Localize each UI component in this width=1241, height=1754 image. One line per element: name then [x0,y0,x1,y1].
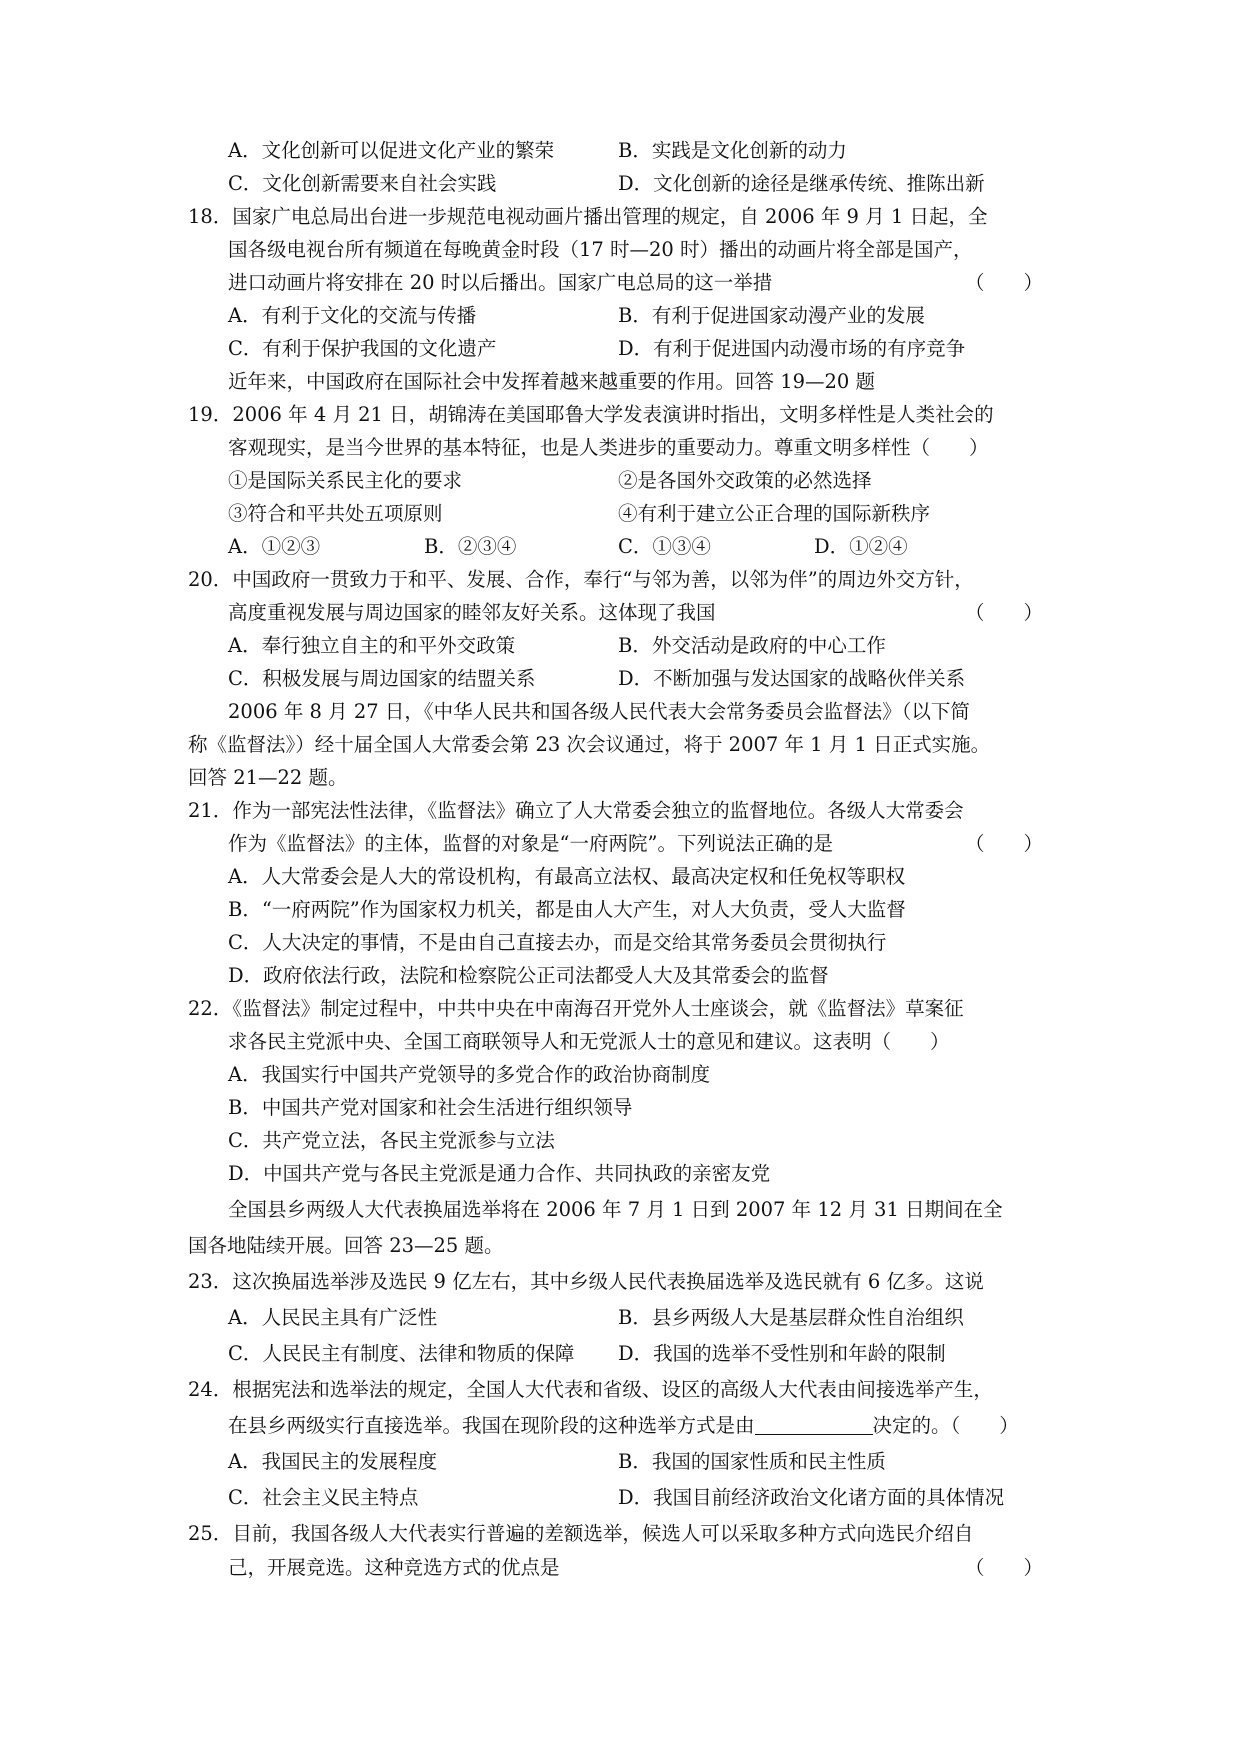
intro-23-25-line-2 [0,1230,1241,1262]
q17-option-b: B．实践是文化创新的动力 [618,139,847,162]
q18-stem-1: 18．国家广电总局出台进一步规范电视动画片播出管理的规定，自 2006 年 9 月 1 日起，全 [188,205,988,228]
q23-option-d: D．我国的选举不受性别和年龄的限制 [618,1342,946,1365]
q25-stem-1: 25．目前，我国各级人大代表实行普遍的差额选举，候选人可以采取多种方式向选民介绍自 [188,1522,974,1545]
q21-option-c: C．人大决定的事情，不是由自己直接去办，而是交给其常务委员会贯彻执行 [228,931,887,954]
q22-option-b: B．中国共产党对国家和社会生活进行组织领导 [228,1096,633,1119]
q20-stem-line-1 [0,564,1241,596]
q21-stem-line-1 [0,795,1241,827]
q19-option-d: D．①②④ [814,535,908,558]
q23-option-row-2 [0,1338,1241,1370]
q17-option-d: D．文化创新的途径是继承传统、推陈出新 [618,172,985,195]
q25-stem-line-1 [0,1518,1241,1550]
q18-option-b: B．有利于促进国家动漫产业的发展 [618,304,925,327]
q22-option-d-line [0,1158,1241,1190]
q24-stem-line-2 [0,1410,1241,1442]
q19-stem-1: 19．2006 年 4 月 21 日，胡锦涛在美国耶鲁大学发表演讲时指出，文明多样性是人类社会的 [188,403,994,426]
intro-23-25-line-1 [0,1194,1241,1226]
q25-answer-paren: （ ） [965,1556,1044,1579]
intro-21-22-3: 回答 21—22 题。 [188,766,348,789]
q18-stem-3: 进口动画片将安排在 20 时以后播出。国家广电总局的这一举措 [228,271,773,294]
q22-stem-line-2 [0,1026,1241,1058]
q21-option-a: A．人大常委会是人大的常设机构，有最高立法权、最高决定权和任免权等职权 [228,865,906,888]
intro-21-22-line-3 [0,762,1241,794]
q22-option-c: C．共产党立法，各民主党派参与立法 [228,1129,555,1152]
q24-stem-2 [228,1410,1019,1442]
q19-option-c: C．①③④ [618,535,711,558]
q20-option-row-2 [0,663,1241,695]
q18-stem-line-3 [0,267,1241,299]
q25-stem-line-2 [0,1552,1241,1584]
q21-answer-paren: （ ） [965,832,1044,855]
q20-option-a: A．奉行独立自主的和平外交政策 [228,634,516,657]
intro-21-22-line-1 [0,696,1241,728]
q17-option-row-2 [0,168,1241,200]
q18-stem-line-1 [0,201,1241,233]
q18-stem-line-2 [0,234,1241,266]
q20-stem-line-2 [0,597,1241,629]
q21-option-b-line [0,894,1241,926]
q23-option-a: A．人民民主具有广泛性 [228,1306,438,1329]
q19-stem-line-2 [0,432,1241,464]
q19-option-row [0,531,1241,563]
q20-answer-paren: （ ） [965,601,1044,624]
q18-stem-2: 国各级电视台所有频道在每晚黄金时段（17 时—20 时）播出的动画片将全部是国产， [228,238,973,261]
q22-option-c-line [0,1125,1241,1157]
q19-stem-line-1 [0,399,1241,431]
q24-option-c: C．社会主义民主特点 [228,1486,419,1509]
q18-option-d: D．有利于促进国内动漫市场的有序竞争 [618,337,966,360]
intro-21-22-2: 称《监督法》）经十届全国人大常委会第 23 次会议通过，将于 2007 年 1 月 1 日正式实施。 [188,733,991,756]
q22-option-d: D．中国共产党与各民主党派是通力合作、共同执政的亲密友党 [228,1162,771,1185]
q21-option-d-line [0,960,1241,992]
q18-answer-paren: （ ） [965,271,1044,294]
q19-statement-2: ②是各国外交政策的必然选择 [618,469,872,492]
intro-23-25-1: 全国县乡两级人大代表换届选举将在 2006 年 7 月 1 日到 2007 年 12 月 31 日期间在全 [228,1198,1003,1221]
q20-option-row-1 [0,630,1241,662]
q19-statement-row-2 [0,498,1241,530]
q24-fill-in-blank [755,1412,873,1435]
q24-stem-1: 24．根据宪法和选举法的规定，全国人大代表和省级、设区的高级人大代表由间接选举产生， [188,1378,993,1401]
intro-21-22-1: 2006 年 8 月 27 日，《中华人民共和国各级人民代表大会常务委员会监督法》（以下简 [228,700,970,723]
q24-option-a: A．我国民主的发展程度 [228,1450,438,1473]
q18-option-c: C．有利于保护我国的文化遗产 [228,337,497,360]
q18-option-row-1 [0,300,1241,332]
q18-option-row-2 [0,333,1241,365]
q22-stem-2: 求各民主党派中央、全国工商联领导人和无党派人士的意见和建议。这表明（ ） [228,1030,950,1053]
q24-stem-2-pre: 在县乡两级实行直接选举。我国在现阶段的这种选举方式是由 [228,1414,755,1437]
q20-option-d: D．不断加强与发达国家的战略伙伴关系 [618,667,966,690]
intro-19-20: 近年来，中国政府在国际社会中发挥着越来越重要的作用。回答 19—20 题 [228,370,876,393]
q23-option-b: B．县乡两级人大是基层群众性自治组织 [618,1306,964,1329]
q20-stem-2: 高度重视发展与周边国家的睦邻友好关系。这体现了我国 [228,601,716,624]
q17-option-a: A．文化创新可以促进文化产业的繁荣 [228,139,555,162]
intro-23-25-2: 国各地陆续开展。回答 23—25 题。 [188,1234,504,1257]
q19-statement-3: ③符合和平共处五项原则 [228,502,443,525]
intro-21-22-line-2 [0,729,1241,761]
q21-stem-line-2 [0,828,1241,860]
q24-option-d: D．我国目前经济政治文化诸方面的具体情况 [618,1486,1005,1509]
q24-stem-line-1 [0,1374,1241,1406]
q21-option-d: D．政府依法行政，法院和检察院公正司法都受人大及其常委会的监督 [228,964,829,987]
q22-stem-line-1 [0,993,1241,1025]
q19-option-b: B．②③④ [424,535,517,558]
q22-option-b-line [0,1092,1241,1124]
q18-option-a: A．有利于文化的交流与传播 [228,304,477,327]
q22-option-a-line [0,1059,1241,1091]
q24-option-row-2 [0,1482,1241,1514]
q21-option-c-line [0,927,1241,959]
q23-stem-line-1 [0,1266,1241,1298]
q23-stem-1: 23．这次换届选举涉及选民 9 亿左右，其中乡级人民代表换届选举及选民就有 6 亿多。这说 [188,1270,984,1293]
q19-stem-2: 客观现实，是当今世界的基本特征，也是人类进步的重要动力。尊重文明多样性（ ） [228,436,989,459]
q21-option-a-line [0,861,1241,893]
q19-statement-1: ①是国际关系民主化的要求 [228,469,463,492]
q22-option-a: A．我国实行中国共产党领导的多党合作的政治协商制度 [228,1063,711,1086]
q20-stem-1: 20．中国政府一贯致力于和平、发展、合作，奉行“与邻为善，以邻为伴”的周边外交方针， [188,568,974,591]
q21-stem-1: 21．作为一部宪法性法律，《监督法》确立了人大常委会独立的监督地位。各级人大常委会 [188,799,964,822]
q24-option-row-1 [0,1446,1241,1478]
q17-option-row-1 [0,135,1241,167]
q20-option-b: B．外交活动是政府的中心工作 [618,634,886,657]
intro-19-20-line [0,366,1241,398]
q19-statement-row-1 [0,465,1241,497]
q21-stem-2: 作为《监督法》的主体，监督的对象是“一府两院”。下列说法正确的是 [228,832,833,855]
q17-option-c: C．文化创新需要来自社会实践 [228,172,497,195]
q23-option-c: C．人民民主有制度、法律和物质的保障 [228,1342,575,1365]
q21-option-b: B．“一府两院”作为国家权力机关，都是由人大产生，对人大负责，受人大监督 [228,898,906,921]
q22-stem-1: 22．《监督法》制定过程中，中共中央在中南海召开党外人士座谈会，就《监督法》草案征 [188,997,964,1020]
q24-stem-2-post: 决定的。（ ） [872,1414,1019,1437]
q25-stem-2: 己，开展竞选。这种竞选方式的优点是 [228,1556,560,1579]
q19-option-a: A．①②③ [228,535,321,558]
q23-option-row-1 [0,1302,1241,1334]
q19-statement-4: ④有利于建立公正合理的国际新秩序 [618,502,931,525]
q20-option-c: C．积极发展与周边国家的结盟关系 [228,667,536,690]
q24-option-b: B．我国的国家性质和民主性质 [618,1450,886,1473]
